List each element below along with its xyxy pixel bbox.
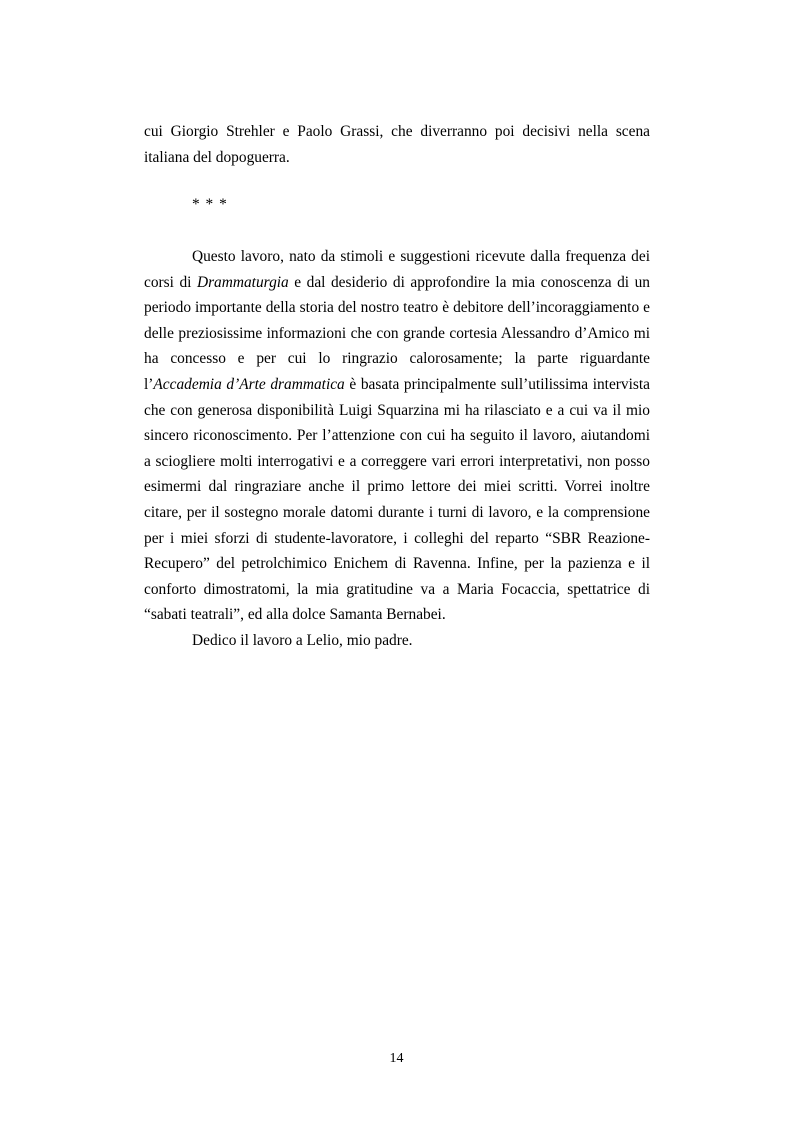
dedication-paragraph: Dedico il lavoro a Lelio, mio padre. — [192, 631, 413, 649]
ack-text-part-3: è basata principalmente sull’utilissima intervista che con generosa disponibilità Luigi Squarzina mi ha rilasciato e a cui va il mio sincero riconoscimento. Per l’attenzione con cui ha seguito il lavoro, aiutandomi a sciogliere molti interrogativi e a correggere vari errori interpretativi, non posso esimermi dal ringraziare anche il primo lettore dei miei scritti. Vorrei inoltre citare, per il sostegno morale datomi durante i turni di lavoro, e la comprensione per i miei sforzi di studente-lavoratore, i colleghi del reparto “SBR Reazione-Recupero” del petrolchimico Enichem di Ravenna. Infine, per la pazienza e il conforto dimostratomi, la mia gratitudine va a Maria Focaccia, spettatrice di “sabati teatrali”, ed alla dolce Samanta Bernabei. — [144, 375, 650, 624]
acknowledgements-paragraph — [144, 244, 650, 628]
ack-text-part-2: e dal desiderio di approfondire la mia conoscenza di un periodo importante della storia del nostro teatro è debitore dell’incoraggiamento e delle preziosissime informazioni che con grande cortesia Alessandro d’Amico mi ha concesso e per cui lo ringrazio calorosamente; la parte riguardante l’ — [144, 273, 650, 393]
ack-text-part-1: Questo lavoro, nato da stimoli e suggestioni ricevute dalla frequenza dei corsi di — [144, 248, 650, 291]
acknowledgements-section — [144, 244, 650, 654]
section-separator: * * * — [192, 196, 228, 213]
ack-italic-drammaturgia: Drammaturgia — [196, 273, 289, 291]
continuation-paragraph: cui Giorgio Strehler e Paolo Grassi, che diverranno poi decisivi nella scena italiana del dopoguerra. — [144, 123, 650, 166]
ack-italic-accademia: Accademia d’Arte drammatica — [153, 375, 345, 393]
page-number: 14 — [389, 1051, 404, 1066]
